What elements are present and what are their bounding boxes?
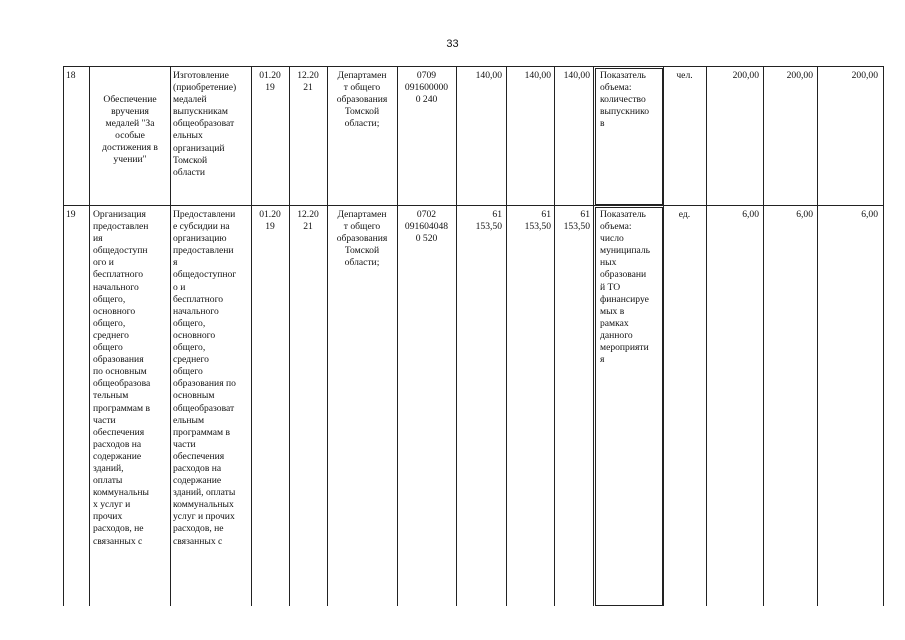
indicator-value: 200,00	[851, 70, 878, 81]
amount-year: 140,00	[563, 70, 590, 81]
table-border-left	[63, 66, 64, 606]
table-border-top	[63, 66, 884, 67]
indicator-value: 200,00	[786, 70, 813, 81]
event-description: Изготовление (приобретение) медалей выпускникам общеобразоват ельных организаций Томской области	[173, 70, 237, 178]
indicator-value: 6,00	[861, 209, 878, 220]
unit: чел.	[676, 70, 693, 81]
event-description: Предоставлени е субсидии на организацию предоставлени я общедоступног о и бесплатного начального общего, основного общего, среднего общего образования по основным общеобразоват ельным программам в части обеспечения расходов на содержание зданий, оплаты коммунальных услуг и прочих расходов, не связанных с	[173, 209, 237, 547]
column-divider	[593, 66, 594, 606]
row-divider	[63, 205, 884, 206]
indicator-text: Показатель объема: число муниципаль ных образовани й ТО финансируе мых в рамках данного мероприяти я	[600, 209, 651, 366]
end-date: 12.20 21	[297, 209, 319, 233]
budget-code: 0709 091600000 0 240	[404, 70, 449, 106]
amount-total: 61 153,50	[475, 209, 502, 233]
page-number: 33	[446, 38, 459, 50]
table-border-right	[883, 66, 884, 606]
amount-year: 61 153,50	[524, 209, 551, 233]
column-divider	[817, 66, 818, 606]
start-date: 01.20 19	[259, 209, 281, 233]
executor: Департамен т общего образования Томской области;	[336, 70, 388, 130]
column-divider	[251, 66, 252, 606]
amount-year: 61 153,50	[563, 209, 590, 233]
start-date: 01.20 19	[259, 70, 281, 94]
row-number: 19	[66, 209, 76, 220]
column-divider	[170, 66, 171, 606]
column-divider	[554, 66, 555, 606]
column-divider	[506, 66, 507, 606]
column-divider	[89, 66, 90, 606]
indicator-value: 6,00	[742, 209, 759, 220]
executor: Департамен т общего образования Томской области;	[336, 209, 388, 269]
indicator-value: 6,00	[796, 209, 813, 220]
event-name: Организация предоставлен ия общедоступн ого и бесплатного начального общего, основного общего, среднего общего образования по основным общеобразова тельным программам в части обеспечения расходов на содержание зданий, оплаты коммунальны х услуг и прочих расходов, не связанных с	[93, 209, 151, 547]
indicator-value: 200,00	[732, 70, 759, 81]
column-divider	[327, 66, 328, 606]
column-divider	[663, 66, 664, 606]
event-name: Обеспечение вручения медалей "За особые достижения в учении"	[102, 94, 158, 166]
column-divider	[456, 66, 457, 606]
unit: ед.	[678, 209, 691, 220]
amount-year: 140,00	[524, 70, 551, 81]
amount-total: 140,00	[475, 70, 502, 81]
column-divider	[706, 66, 707, 606]
end-date: 12.20 21	[297, 70, 319, 94]
indicator-text: Показатель объема: количество выпускнико в	[600, 70, 650, 130]
row-number: 18	[66, 70, 76, 81]
column-divider	[397, 66, 398, 606]
program-table	[63, 66, 884, 606]
budget-code: 0702 091604048 0 520	[404, 209, 449, 245]
column-divider	[763, 66, 764, 606]
column-divider	[289, 66, 290, 606]
